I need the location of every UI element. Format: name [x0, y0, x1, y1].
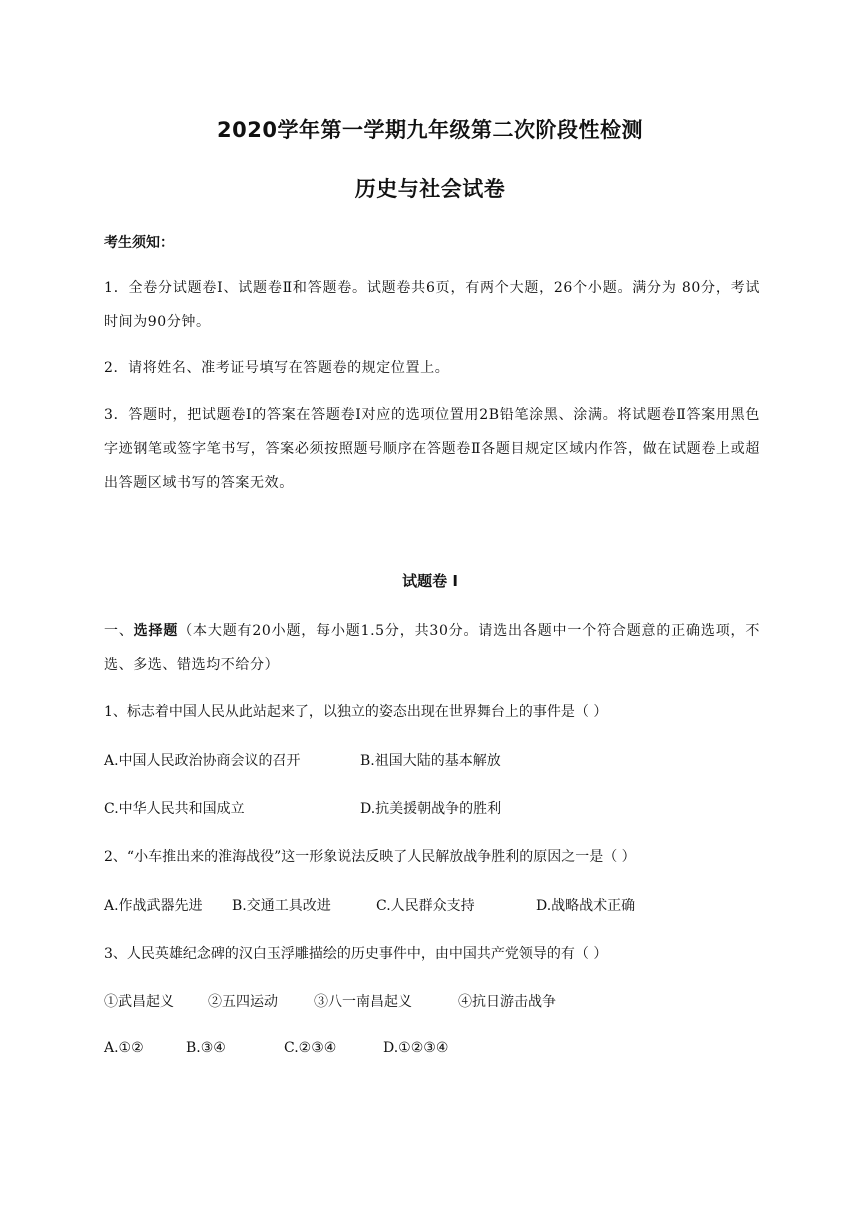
- part-prefix: 一、: [104, 623, 134, 639]
- notice-item-2: 2．请将姓名、准考证号填写在答题卷的规定位置上。: [104, 360, 450, 376]
- part-description: （本大题有20小题，每小题1.5分，共30分。请选出各题中一个符合题意的正确选项，不选、多选、错选均不给分）: [104, 623, 760, 673]
- notice-heading: 考生须知：: [104, 235, 174, 251]
- question-3-item-3: ③八一南昌起义: [314, 994, 412, 1010]
- question-3-option-c: C.②③④: [284, 1040, 337, 1056]
- question-2-option-c: C.人民群众支持: [376, 898, 475, 914]
- question-3-option-b: B.③④: [186, 1040, 226, 1056]
- notice-item-3: 3．答题时，把试题卷Ⅰ的答案在答题卷Ⅰ对应的选项位置用2B铅笔涂黑、涂满。将试题卷Ⅱ答案用黑色字迹钢笔或签字笔书写，答案必须按照题号顺序在答题卷Ⅱ各题目规定区域内作答，做在试题卷上或超出答题区域书写的答案无效。: [104, 407, 760, 491]
- question-1-option-b: B.祖国大陆的基本解放: [360, 753, 501, 769]
- notice-item-1: 1．全卷分试题卷Ⅰ、试题卷Ⅱ和答题卷。试题卷共6页，有两个大题，26个小题。满分为 80分，考试时间为90分钟。: [104, 280, 760, 330]
- part-name: 选择题: [133, 623, 179, 639]
- question-1-option-d: D.抗美援朝战争的胜利: [360, 801, 502, 817]
- question-2-option-a: A.作战武器先进: [104, 898, 203, 914]
- question-1-option-c: C.中华人民共和国成立: [104, 801, 245, 817]
- exam-subtitle: 历史与社会试卷: [354, 177, 506, 201]
- question-3-option-a: A.①②: [104, 1040, 144, 1056]
- question-3-option-d: D.①②③④: [383, 1040, 449, 1056]
- question-3-item-1: ①武昌起义: [104, 994, 174, 1010]
- question-3-item-4: ④抗日游击战争: [458, 994, 556, 1010]
- question-2-option-d: D.战略战术正确: [536, 898, 636, 914]
- section-title: 试题卷 Ⅰ: [402, 572, 458, 590]
- question-3-item-2: ②五四运动: [208, 994, 278, 1010]
- question-2-option-b: B.交通工具改进: [232, 898, 331, 914]
- question-1-option-a: A.中国人民政治协商会议的召开: [104, 753, 301, 769]
- question-3-stem: 3、人民英雄纪念碑的汉白玉浮雕描绘的历史事件中，由中国共产党领导的有（ ）: [104, 946, 608, 962]
- exam-title: 2020学年第一学期九年级第二次阶段性检测: [217, 118, 643, 142]
- question-1-stem: 1、标志着中国人民从此站起来了，以独立的姿态出现在世界舞台上的事件是（ ）: [104, 704, 608, 720]
- part-instructions: [104, 614, 760, 682]
- question-2-stem: 2、“小车推出来的淮海战役”这一形象说法反映了人民解放战争胜利的原因之一是（ ）: [104, 849, 636, 865]
